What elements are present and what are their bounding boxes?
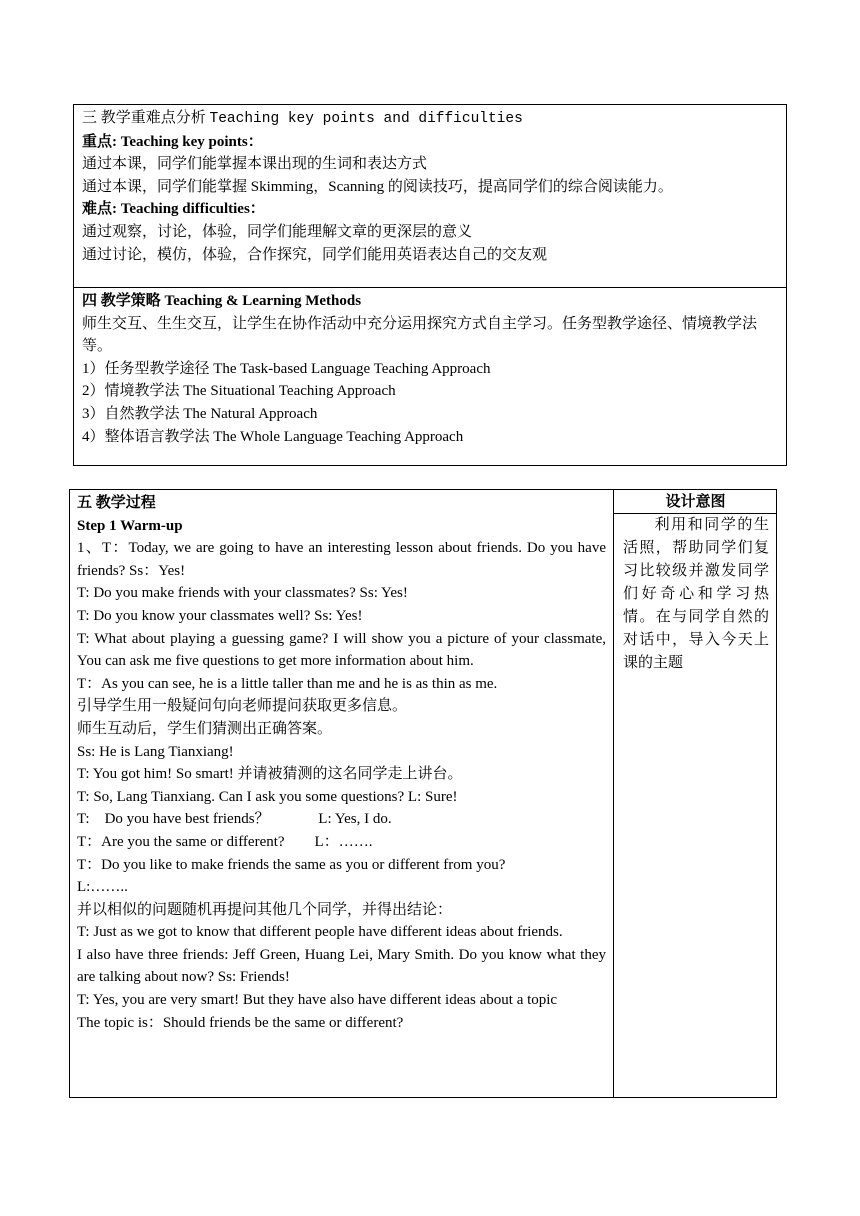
step-title: Step 1 Warm-up (77, 517, 183, 534)
dialogue-line: T: So, Lang Tianxiang. Can I ask you some questions? L: Sure! (77, 788, 458, 805)
teaching-plan-table-upper (73, 104, 787, 466)
dialogue-line: The topic is：Should friends be the same or different? (77, 1014, 404, 1031)
dialogue-line: T: Do you have best friends？ L: Yes, I do. (77, 811, 392, 828)
method-item: 2）情境教学法 The Situational Teaching Approach (82, 383, 396, 400)
dialogue-line: T：Are you the same or different? L：……. (77, 833, 373, 850)
section3-heading: 三 教学重难点分析 Teaching key points and difficulties (82, 110, 523, 127)
dialogue-line: 1、T：Today, we are going to have an interesting lesson about friends. Do you have friends? Ss：Yes! (77, 540, 606, 579)
methods-intro: 师生交互、生生交互，让学生在协作活动中充分运用探究方式自主学习。任务型教学途径、情境教学法等。 (82, 315, 758, 355)
process-column (70, 490, 613, 1034)
method-item: 1）任务型教学途径 The Task-based Language Teaching Approach (82, 360, 491, 377)
dialogue-line: L:…….. (77, 879, 128, 896)
key-points-label: 重点: Teaching key points： (82, 133, 263, 150)
dialogue-line: T：Do you like to make friends the same as you or different from you? (77, 856, 506, 873)
dialogue-line: T: What about playing a guessing game? I will show you a picture of your classmate, You can ask me five questions to get more information about him. (77, 630, 606, 670)
difficulty-item: 通过观察，讨论，体验，同学们能理解文章的更深层的意义 (82, 223, 473, 240)
key-point-item: 通过本课，同学们能掌握 Skimming，Scanning 的阅读技巧，提高同学们的综合阅读能力。 (82, 178, 673, 195)
section-methods (74, 288, 786, 465)
design-intent-heading: 设计意图 (665, 494, 726, 510)
dialogue-line: I also have three friends: Jeff Green, Huang Lei, Mary Smith. Do you know what they are talking about now? Ss: Friends! (77, 946, 606, 986)
section4-heading: 四 教学策略 Teaching & Learning Methods (82, 293, 362, 309)
dialogue-line: Ss: He is Lang Tianxiang! (77, 743, 234, 760)
dialogue-line: 并以相似的问题随机再提问其他几个同学，并得出结论： (77, 901, 453, 918)
section5-heading: 五 教学过程 (77, 495, 156, 511)
dialogue-line: 引导学生用一般疑问句向老师提问获取更多信息。 (77, 698, 408, 715)
difficulties-label: 难点: Teaching difficulties： (82, 201, 265, 218)
dialogue-line: T: Do you make friends with your classmates? Ss: Yes! (77, 585, 408, 602)
teaching-process-table (69, 489, 777, 1098)
dialogue-line: T: You got him! So smart! 并请被猜测的这名同学走上讲台。 (77, 766, 463, 783)
key-point-item: 通过本课，同学们能掌握本课出现的生词和表达方式 (82, 156, 428, 173)
difficulty-item: 通过讨论，模仿，体验，合作探究，同学们能用英语表达自己的交友观 (82, 246, 548, 263)
method-item: 4）整体语言教学法 The Whole Language Teaching Approach (82, 428, 464, 445)
dialogue-line: T: Just as we got to know that different people have different ideas about friends. (77, 924, 563, 941)
method-item: 3）自然教学法 The Natural Approach (82, 405, 318, 422)
dialogue-line: T：As you can see, he is a little taller than me and he is as thin as me. (77, 675, 498, 692)
section-key-points (74, 105, 786, 288)
dialogue-line: 师生互动后，学生们猜测出正确答案。 (77, 720, 333, 737)
design-intent-text: 利用和同学的生活照，帮助同学们复习比较级并激发同学们好奇心和学习热情。在与同学自然的对话中，导入今天上课的主题 (623, 517, 769, 671)
dialogue-line: T: Do you know your classmates well? Ss: Yes! (77, 607, 363, 624)
dialogue-line: T: Yes, you are very smart! But they have also have different ideas about a topic (77, 992, 558, 1009)
